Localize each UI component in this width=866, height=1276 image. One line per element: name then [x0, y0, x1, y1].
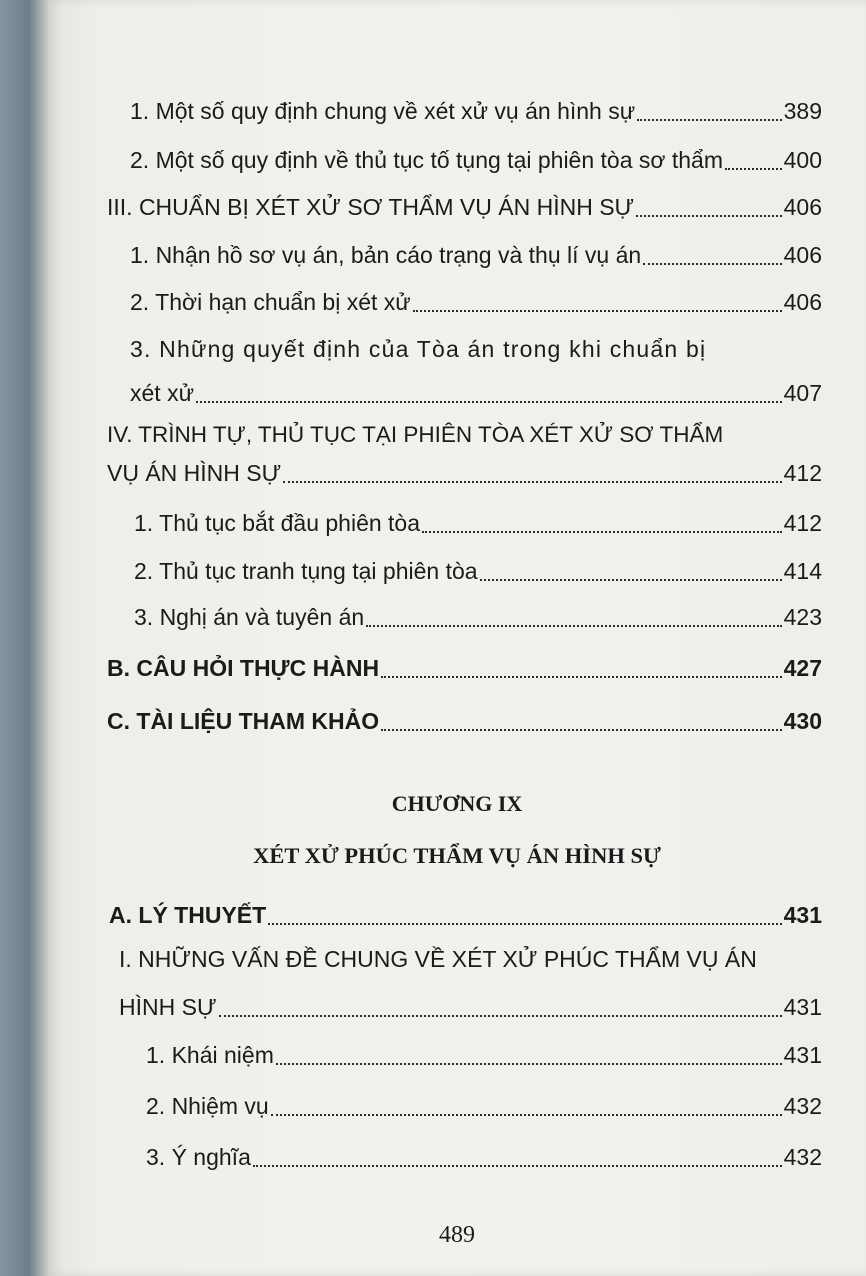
toc-entry-page: 389 — [783, 98, 822, 124]
toc-entry — [119, 992, 822, 1022]
dot-leader — [271, 1114, 782, 1116]
toc-entry-label-line1: IV. TRÌNH TỰ, THỦ TỤC TẠI PHIÊN TÒA XÉT XỬ SƠ THẨM — [107, 422, 724, 447]
toc-entry-page: 412 — [783, 510, 822, 536]
toc-entry — [107, 653, 822, 683]
dot-leader — [636, 215, 781, 217]
toc-entry-page: 406 — [783, 289, 822, 315]
toc-entry-label: 1. Khái niệm — [146, 1042, 274, 1068]
dot-leader — [413, 310, 782, 312]
toc-entry-label: 1. Một số quy định chung về xét xử vụ án hình sự — [130, 98, 636, 124]
toc-entry-page: 430 — [783, 708, 822, 734]
dot-leader — [643, 263, 781, 265]
toc-entry-label: 2. Nhiệm vụ — [146, 1093, 269, 1119]
toc-entry — [109, 900, 822, 930]
toc-entry-page: 407 — [783, 380, 822, 406]
dot-leader — [381, 729, 781, 731]
toc-entry-label: A. LÝ THUYẾT — [109, 902, 267, 928]
book-spine-shadow — [0, 0, 48, 1276]
toc-entry — [107, 458, 822, 488]
toc-entry-page: 431 — [783, 902, 822, 928]
toc-entry-page: 427 — [783, 655, 822, 681]
dot-leader — [480, 579, 782, 581]
toc-entry-label: 2. Một số quy định về thủ tục tố tụng tại phiên tòa sơ thẩm — [130, 147, 723, 173]
chapter-number: CHƯƠNG IX — [391, 791, 523, 816]
toc-entry-label-line1: 3. Những quyết định của Tòa án trong khi chuẩn bị — [130, 336, 707, 362]
dot-leader — [253, 1165, 782, 1167]
dot-leader — [381, 676, 782, 678]
toc-entry-page: 423 — [783, 604, 822, 630]
toc-entry-page: 406 — [783, 242, 822, 268]
chapter-title: XÉT XỬ PHÚC THẨM VỤ ÁN HÌNH SỰ — [253, 843, 661, 868]
toc-entry-page: 414 — [783, 558, 822, 584]
toc-entry-page: 431 — [783, 1042, 822, 1068]
toc-entry-page: 400 — [783, 147, 822, 173]
toc-entry — [107, 706, 822, 736]
toc-entry-label: 2. Thời hạn chuẩn bị xét xử — [130, 289, 411, 315]
toc-entry — [134, 602, 822, 632]
toc-entry-label: 2. Thủ tục tranh tụng tại phiên tòa — [134, 558, 478, 584]
toc-entry-page: 431 — [783, 994, 822, 1020]
toc-entry-label: III. CHUẨN BỊ XÉT XỬ SƠ THẨM VỤ ÁN HÌNH SỰ — [107, 194, 635, 220]
toc-entry — [107, 192, 822, 222]
toc-entry — [130, 240, 822, 270]
toc-entry — [130, 96, 822, 126]
toc-entry-page: 432 — [783, 1144, 822, 1170]
dot-leader — [219, 1015, 782, 1017]
toc-entry — [146, 1040, 822, 1070]
toc-entry-page: 406 — [783, 194, 822, 220]
dot-leader — [366, 625, 781, 627]
dot-leader — [422, 531, 782, 533]
toc-entry — [130, 378, 822, 408]
toc-entry-label: 1. Thủ tục bắt đầu phiên tòa — [134, 510, 421, 536]
toc-entry — [146, 1142, 822, 1172]
toc-entry — [134, 556, 822, 586]
toc-entry-label: 3. Ý nghĩa — [146, 1144, 251, 1170]
toc-entry-label: B. CÂU HỎI THỰC HÀNH — [107, 655, 380, 681]
dot-leader — [283, 481, 781, 483]
toc-entry-label-line2: VỤ ÁN HÌNH SỰ — [107, 460, 282, 486]
toc-entry — [146, 1091, 822, 1121]
toc-entry-label-line2: xét xử — [130, 380, 194, 406]
dot-leader — [637, 119, 781, 121]
toc-entry-label: C. TÀI LIỆU THAM KHẢO — [107, 708, 380, 734]
toc-entry — [130, 145, 822, 175]
dot-leader — [725, 168, 782, 170]
toc-entry-label-line1: I. NHỮNG VẤN ĐỀ CHUNG VỀ XÉT XỬ PHÚC THẨM VỤ ÁN — [119, 946, 757, 972]
toc-entry-label-line2: HÌNH SỰ — [119, 994, 217, 1020]
dot-leader — [196, 401, 782, 403]
toc-entry-label: 3. Nghị án và tuyên án — [134, 604, 365, 630]
dot-leader — [276, 1063, 782, 1065]
toc-entry — [130, 287, 822, 317]
toc-entry-page: 412 — [783, 460, 822, 486]
page-number: 489 — [439, 1222, 475, 1248]
dot-leader — [268, 923, 781, 925]
toc-entry-page: 432 — [783, 1093, 822, 1119]
toc-entry-label: 1. Nhận hồ sơ vụ án, bản cáo trạng và thụ lí vụ án — [130, 242, 642, 268]
toc-entry — [134, 508, 822, 538]
